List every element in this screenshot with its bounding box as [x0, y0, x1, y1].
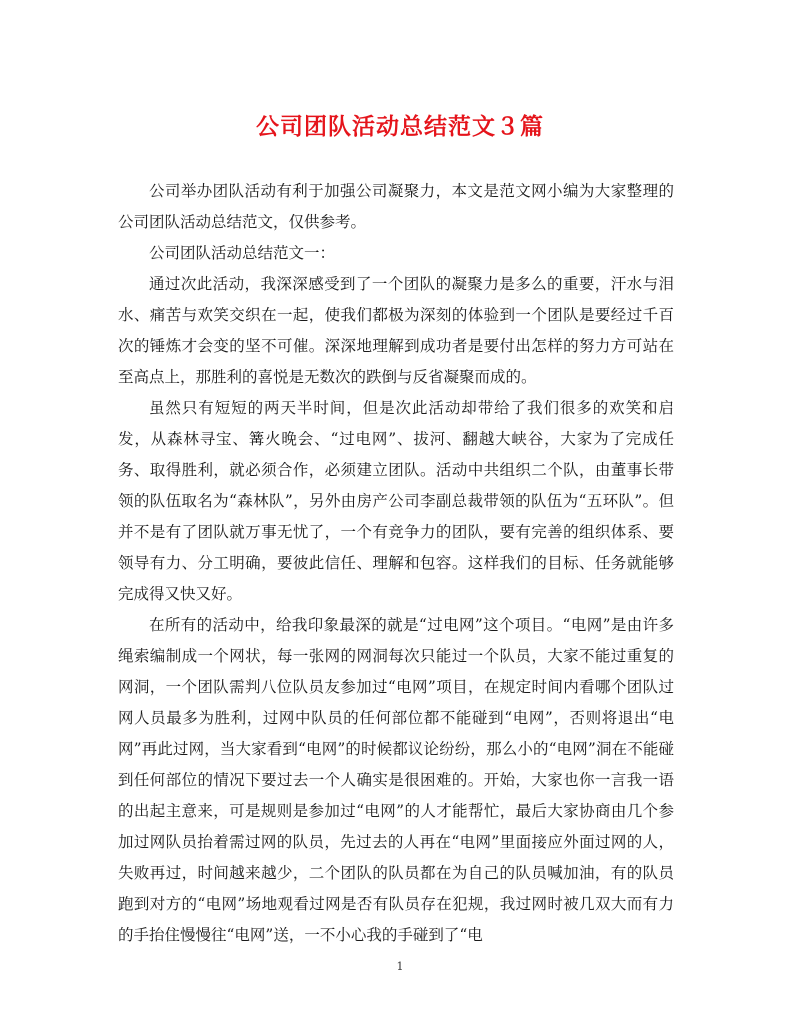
page-number: 1	[396, 960, 404, 973]
paragraph-intro: 公司举办团队活动有利于加强公司凝聚力，本文是范文网小编为大家整理的公司团队活动总结范文，仅供参考。	[118, 182, 674, 231]
paragraph-section-heading: 公司团队活动总结范文一：	[149, 244, 336, 262]
document-body	[118, 176, 674, 951]
document-title: 公司团队活动总结范文３篇	[256, 113, 544, 140]
paragraph-1: 通过次此活动，我深深感受到了一个团队的凝聚力是多么的重要，汗水与泪水、痛苦与欢笑交织在一起，使我们都极为深刻的体验到一个团队是要经过千百次的锤炼才会变的坚不可催。深深地理解到成功者是要付出怎样的努力方可站在至高点上，那胜利的喜悦是无数次的跌倒与反省凝聚而成的。	[118, 275, 674, 386]
paragraph-3: 在所有的活动中，给我印象最深的就是“过电网”这个项目。“电网”是由许多绳索编制成一个网状，每一张网的网洞每次只能过一个队员，大家不能过重复的网洞，一个团队需判八位队员友参加过“电网”项目，在规定时间内看哪个团队过网人员最多为胜利，过网中队员的任何部位都不能碰到“电网”，否则将退出“电网”再此过网，当大家看到“电网”的时候都议论纷纷，那么小的“电网”洞在不能碰到任何部位的情况下要过去一个人确实是很困难的。开始，大家也你一言我一语的出起主意来，可是规则是参加过“电网”的人才能帮忙，最后大家协商由几个参加过网队员抬着需过网的队员，先过去的人再在“电网”里面接应外面过网的人，失败再过，时间越来越少，二个团队的队员都在为自己的队员喊加油，有的队员跑到对方的“电网”场地观看过网是否有队员存在犯规，我过网时被几双大而有力的手抬住慢慢往“电网”送，一不小心我的手碰到了“电	[118, 616, 674, 944]
paragraph-2: 虽然只有短短的两天半时间，但是次此活动却带给了我们很多的欢笑和启发，从森林寻宝、篝火晚会、“过电网”、拔河、翻越大峡谷，大家为了完成任务、取得胜利，就必须合作，必须建立团队。活动中共组织二个队，由董事长带领的队伍取名为“森林队”，另外由房产公司李副总裁带领的队伍为“五环队”。但并不是有了团队就万事无忧了，一个有竞争力的团队，要有完善的组织体系、要领导有力、分工明确，要彼此信任、理解和包容。这样我们的目标、任务就能够完成得又快又好。	[118, 399, 674, 603]
